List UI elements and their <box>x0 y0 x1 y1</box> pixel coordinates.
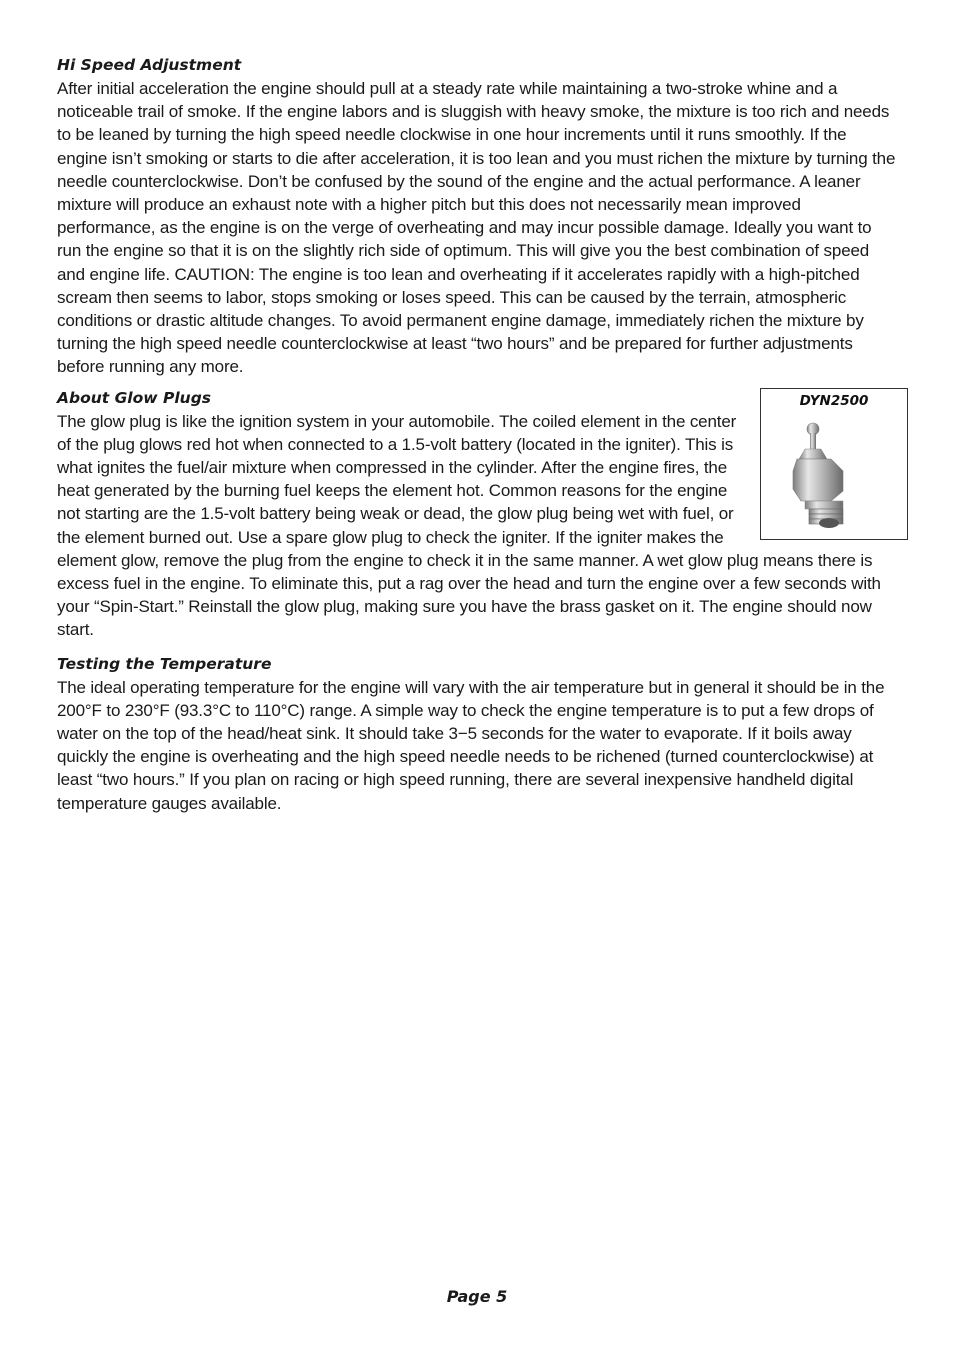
figure-label: DYN2500 <box>799 392 869 409</box>
glow-plug-image <box>791 419 881 531</box>
temperature-heading: Testing the Temperature <box>57 654 272 673</box>
page-content <box>57 54 897 815</box>
hi-speed-body: After initial acceleration the engine should pull at a steady rate while maintaining a two-stroke whine and a noticeable trail of smoke. If the engine labors and is sluggish with heavy smoke, the mixture is too rich and needs to be leaned by turning the high speed needle clockwise in one hour increments until it runs smoothly. If the engine isn’t smoking or starts to die after acceleration, it is too lean and you must richen the mixture by turning the needle counterclockwise. Don’t be confused by the sound of the engine and the actual performance. A leaner mixture will produce an exhaust note with a higher pitch but this does not necessarily mean improved performance, as the engine is on the verge of overheating and may incur possible damage. Ideally you want to run the engine so that it is on the slightly rich side of optimum. This will give you the best combination of speed and engine life. CAUTION: The engine is too lean and overheating if it accelerates rapidly with a high-pitched scream then seems to labor, stops smoking or loses speed. This can be caused by the terrain, atmospheric conditions or drastic altitude changes. To avoid permanent engine damage, immediately richen the mixture by turning the high speed needle counterclockwise at least “two hours” and be prepared for further adjustments before running any more. <box>57 79 896 377</box>
glow-plugs-body: The glow plug is like the ignition system in your automobile. The coiled element in the center of the plug glows red hot when connected to a 1.5-volt battery (located in the igniter). This is what ignites the fuel/air mixture when compressed in the cylinder. After the engine fires, the heat generated by the burning fuel keeps the element hot. Common reasons for the engine not starting are the 1.5-volt battery being weak or dead, the glow plug being wet with fuel, or the element burned out. Use a spare glow plug to check the igniter. If the igniter makes the element glow, remove the plug from the engine to check it in the same manner. A wet glow plug means there is excess fuel in the engine. To eliminate this, put a rag over the head and turn the engine over a few seconds with your “Spin-Start.” Reinstall the glow plug, making sure you have the brass gasket on it. The engine should now start. <box>57 411 881 640</box>
glow-plug-figure <box>760 388 908 540</box>
page-number: Page 5 <box>446 1287 508 1306</box>
temperature-body: The ideal operating temperature for the engine will vary with the air temperature but in general it should be in the 200°F to 230°F (93.3°C to 110°C) range. A simple way to check the engine temperature is to put a few drops of water on the top of the head/heat sink. It should take 3−5 seconds for the water to evaporate. If it boils away quickly the engine is overheating and the high speed needle needs to be richened (turned counterclockwise) at least “two hours.” If you plan on racing or high speed running, there are several inexpensive handheld digital temperature gauges available. <box>57 677 885 813</box>
glow-plugs-heading: About Glow Plugs <box>57 388 212 407</box>
hi-speed-heading: Hi Speed Adjustment <box>57 56 242 74</box>
